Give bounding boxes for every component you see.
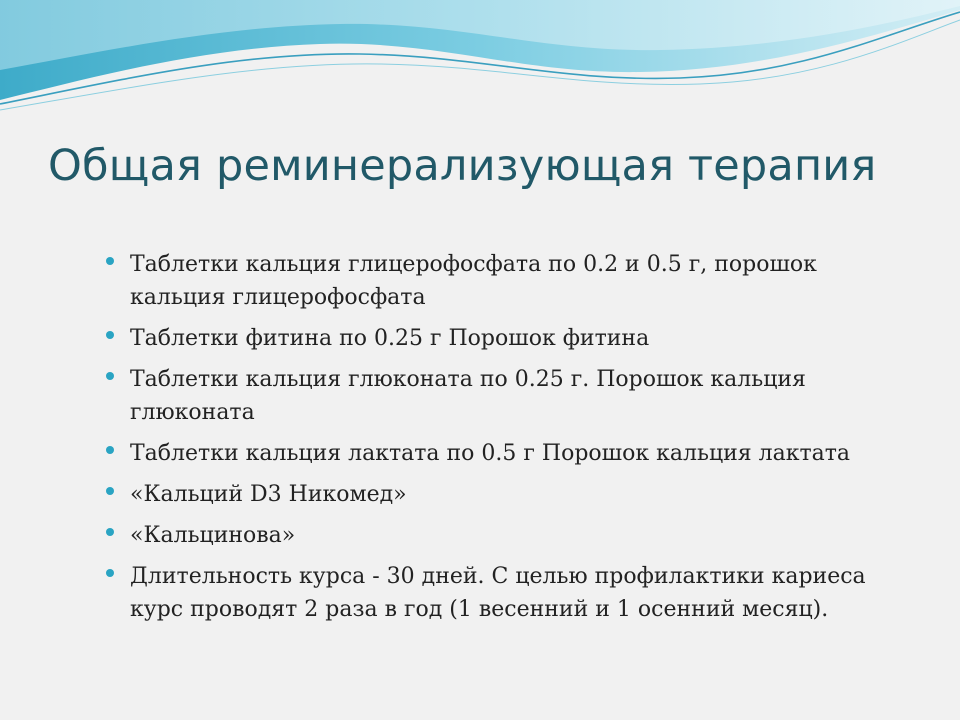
list-item	[106, 322, 916, 355]
list-item-text: Таблетки фитина по 0.25 г Порошок фитина	[130, 326, 650, 351]
list-item-text: Таблетки кальция лактата по 0.5 г Порошок кальция лактата	[130, 441, 851, 466]
slide-title: Общая реминерализующая терапия	[48, 141, 877, 191]
list-item	[106, 560, 916, 626]
list-item	[106, 478, 916, 511]
list-item	[106, 248, 916, 314]
bullet-dot-icon	[106, 446, 114, 454]
bullet-dot-icon	[106, 331, 114, 339]
list-item-text: Таблетки кальция глюконата по 0.25 г. Порошок кальция глюконата	[130, 367, 806, 425]
list-item-text: «Кальций D3 Никомед»	[130, 482, 407, 507]
bullet-list	[106, 248, 916, 634]
bullet-dot-icon	[106, 372, 114, 380]
header-wave-decoration	[0, 0, 960, 120]
list-item	[106, 437, 916, 470]
list-item	[106, 519, 916, 552]
bullet-dot-icon	[106, 257, 114, 265]
bullet-dot-icon	[106, 487, 114, 495]
bullet-dot-icon	[106, 569, 114, 577]
list-item-text: «Кальцинова»	[130, 523, 296, 548]
bullet-dot-icon	[106, 528, 114, 536]
list-item-text: Таблетки кальция глицерофосфата по 0.2 и 0.5 г, порошок кальция глицерофосфата	[130, 252, 817, 310]
list-item	[106, 363, 916, 429]
list-item-text: Длительность курса - 30 дней. С целью профилактики кариеса курс проводят 2 раза в год (1 весенний и 1 осенний месяц).	[130, 564, 866, 622]
